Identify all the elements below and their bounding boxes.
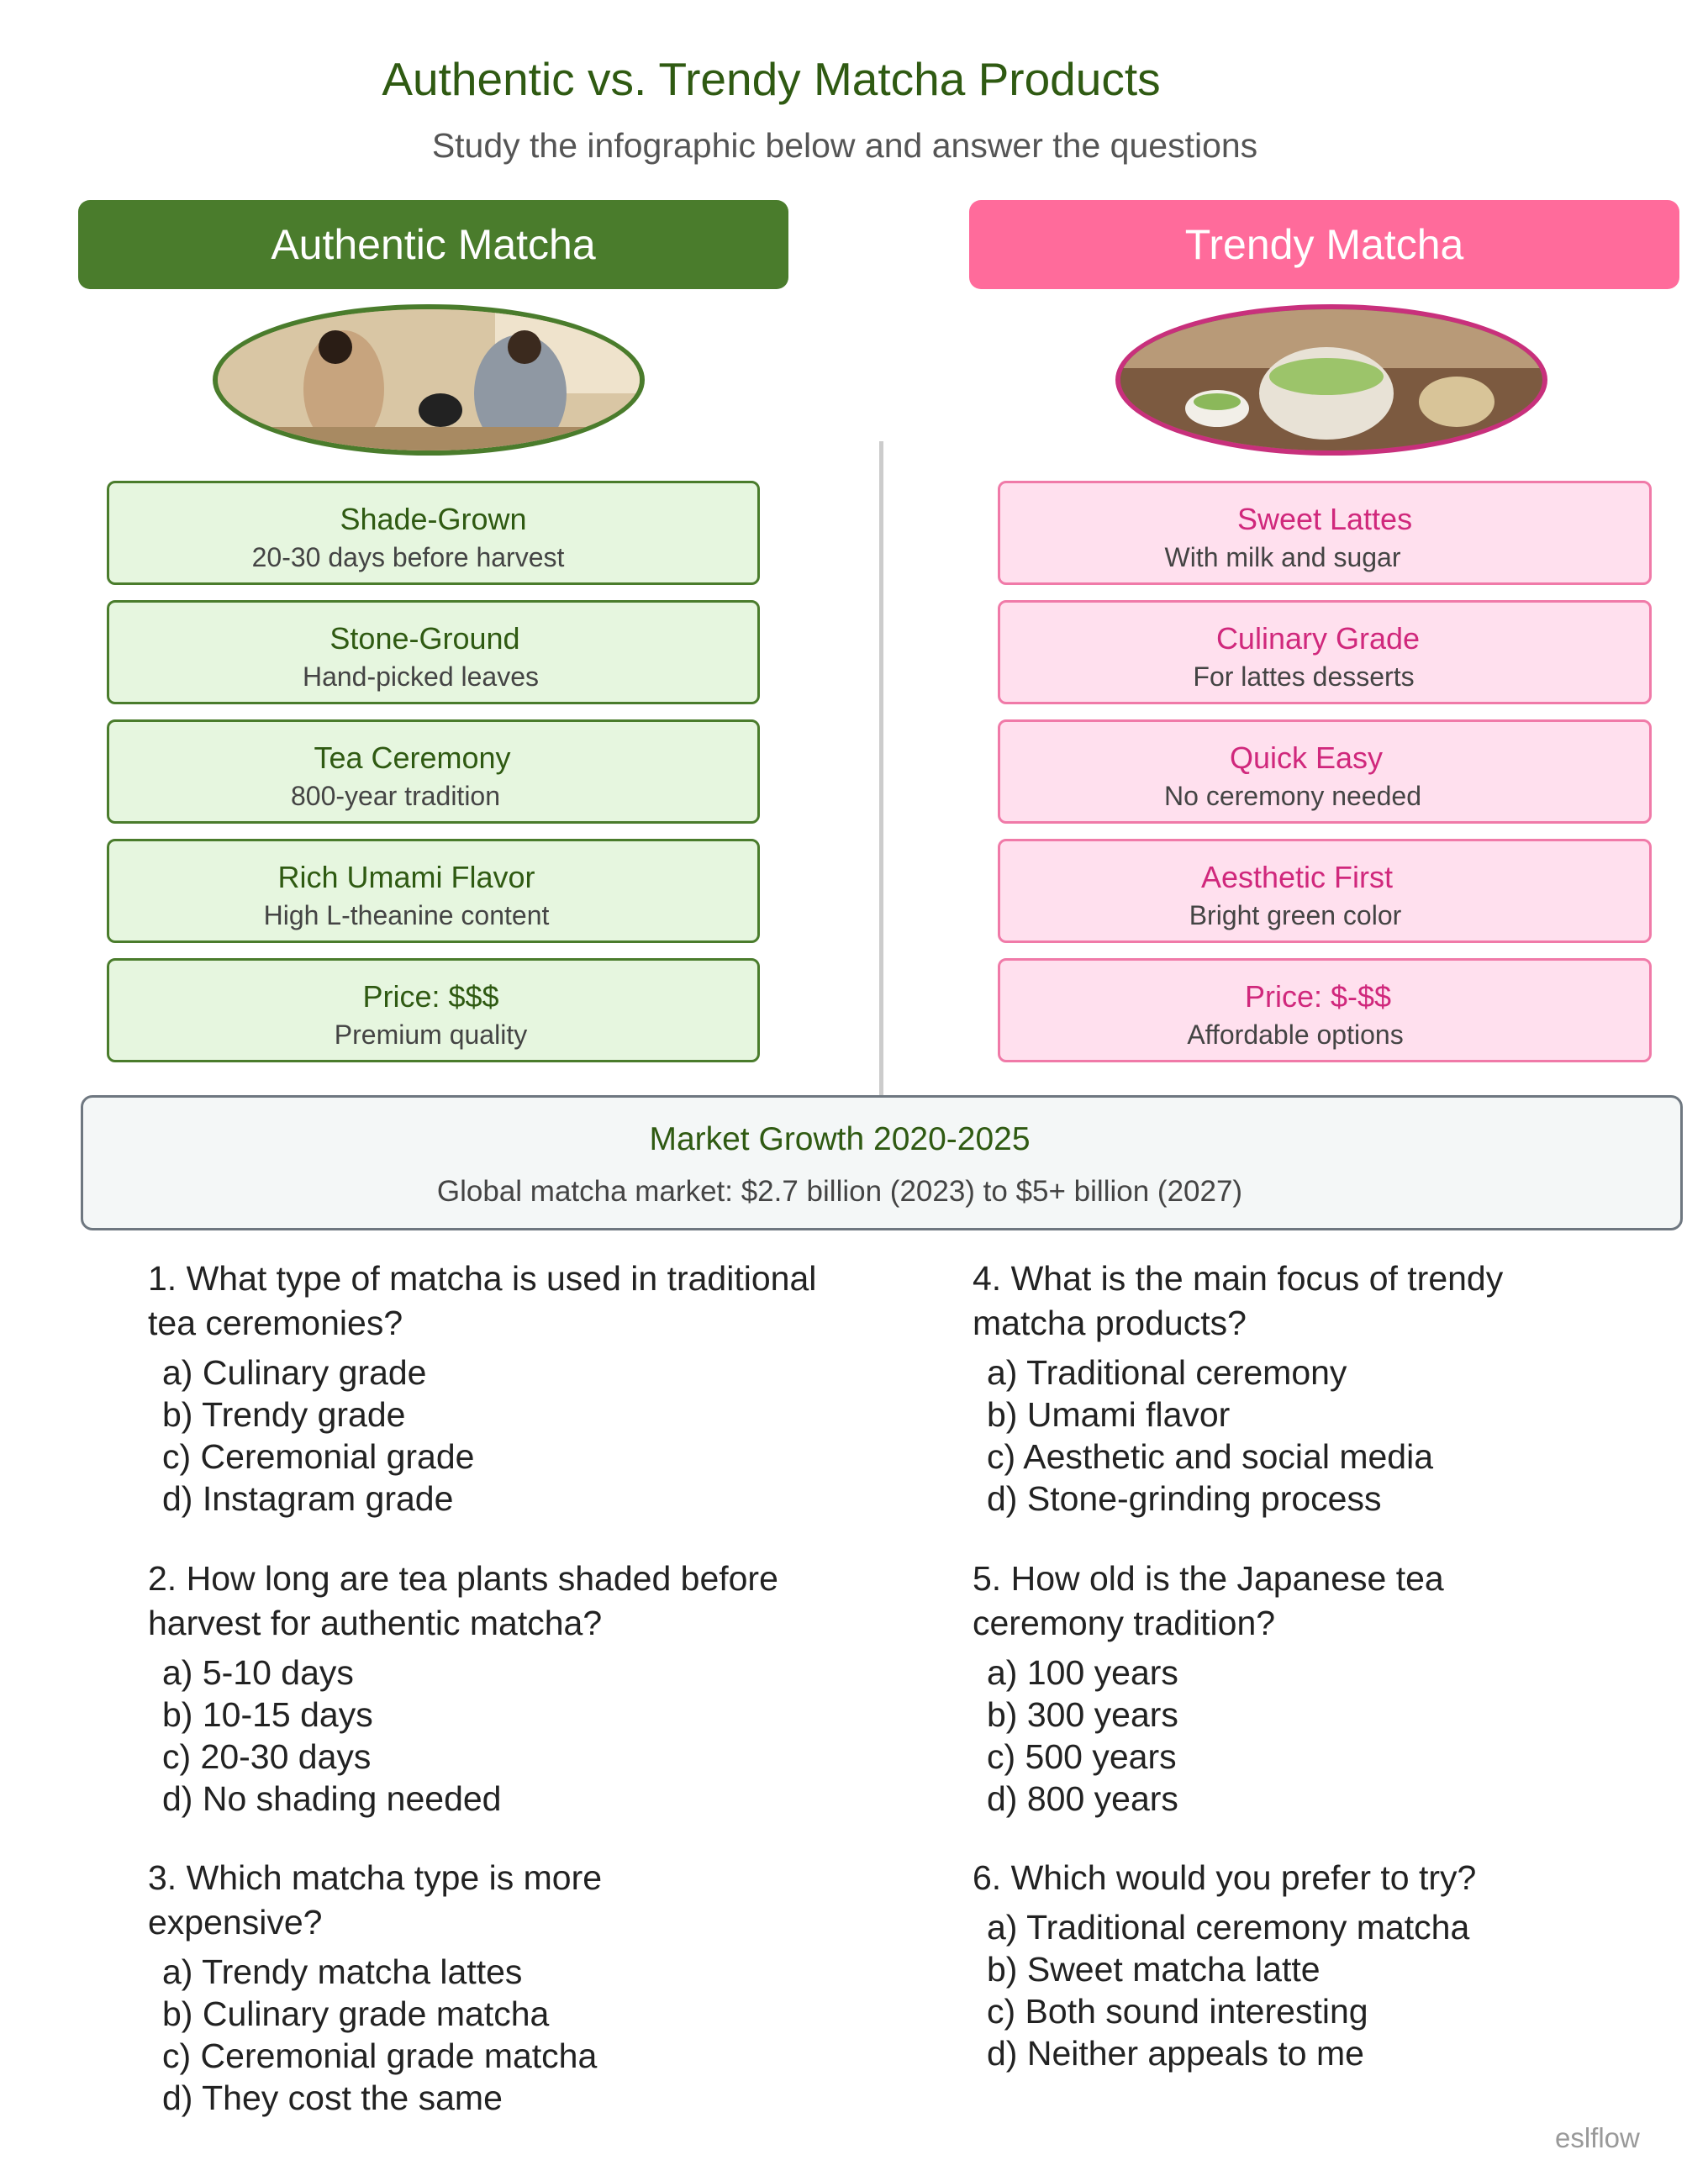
answer-option: c) 20-30 days (162, 1737, 372, 1776)
question-text: 1. What type of matcha is used in traditional tea ceremonies? (148, 1259, 817, 1342)
answer-option: b) Trendy grade (162, 1395, 406, 1434)
authentic-header: Authentic Matcha (78, 200, 788, 289)
market-title: Market Growth 2020-2025 (649, 1121, 1031, 1157)
answer-option: a) Traditional ceremony (987, 1353, 1347, 1392)
feature-title: Price: $-$$ (1244, 979, 1392, 1014)
answer-option: a) Culinary grade (162, 1353, 427, 1392)
feature-title: Stone-Ground (329, 621, 520, 656)
feature-desc: Hand-picked leaves (302, 661, 540, 692)
answer-option: b) Culinary grade matcha (162, 1994, 550, 2033)
answer-option: d) Stone-grinding process (987, 1479, 1382, 1518)
answer-option: a) Trendy matcha lattes (162, 1952, 523, 1991)
trendy-header: Trendy Matcha (969, 200, 1679, 289)
feature-title: Rich Umami Flavor (277, 860, 535, 894)
answer-option: a) 100 years (987, 1653, 1178, 1692)
trendy-feature-card (998, 600, 1652, 704)
matcha-latte-image (1115, 304, 1547, 456)
trendy-feature-card (998, 839, 1652, 943)
authentic-feature-card (107, 481, 760, 585)
feature-title: Price: $$$ (362, 979, 499, 1014)
answer-option: c) Ceremonial grade matcha (162, 2036, 598, 2075)
feature-desc: For lattes desserts (1193, 661, 1415, 692)
feature-desc: Bright green color (1189, 900, 1402, 930)
question-2 (148, 1557, 820, 1820)
answer-option: d) Instagram grade (162, 1479, 454, 1518)
authentic-feature-card (107, 839, 760, 943)
feature-title: Sweet Lattes (1236, 502, 1413, 536)
market-growth-box (81, 1095, 1683, 1230)
market-desc: Global matcha market: $2.7 billion (2023) to $5+ billion (2027) (436, 1175, 1243, 1208)
feature-title: Quick Easy (1229, 740, 1384, 775)
answer-option: b) Umami flavor (987, 1395, 1231, 1434)
authentic-feature-card (107, 600, 760, 704)
feature-desc: No ceremony needed (1164, 781, 1421, 811)
answer-option: d) Neither appeals to me (987, 2034, 1364, 2073)
answer-option: c) Aesthetic and social media (987, 1437, 1433, 1476)
authentic-feature-card (107, 958, 760, 1062)
trendy-feature-card (998, 719, 1652, 824)
trendy-feature-card (998, 481, 1652, 585)
page-title: Authentic vs. Trendy Matcha Products (382, 53, 1161, 105)
feature-desc: Affordable options (1187, 1020, 1404, 1050)
feature-desc: With milk and sugar (1164, 542, 1401, 572)
feature-desc: Premium quality (334, 1020, 528, 1050)
answer-option: a) 5-10 days (162, 1653, 354, 1692)
tea-ceremony-image (213, 304, 645, 456)
trendy-feature-card (998, 958, 1652, 1062)
answer-option: c) 500 years (987, 1737, 1177, 1776)
question-3 (148, 1856, 720, 2119)
question-4 (973, 1257, 1578, 1520)
feature-title: Tea Ceremony (314, 740, 511, 775)
page-subtitle: Study the infographic below and answer the questions (431, 126, 1258, 165)
answer-option: c) Ceremonial grade (162, 1437, 475, 1476)
feature-title: Aesthetic First (1200, 860, 1394, 894)
authentic-feature-card (107, 719, 760, 824)
answer-option: d) 800 years (987, 1779, 1178, 1818)
question-1 (148, 1257, 820, 1520)
feature-desc: 800-year tradition (290, 781, 501, 811)
column-divider (879, 441, 883, 1095)
question-text: 2. How long are tea plants shaded before harvest for authentic matcha? (148, 1559, 778, 1642)
answer-option: c) Both sound interesting (987, 1992, 1368, 2031)
answer-option: b) 10-15 days (162, 1695, 373, 1734)
answer-option: b) Sweet matcha latte (987, 1950, 1321, 1989)
answer-option: a) Traditional ceremony matcha (987, 1908, 1470, 1947)
question-text: 4. What is the main focus of trendy matcha products? (973, 1259, 1504, 1342)
answer-option: b) 300 years (987, 1695, 1178, 1734)
watermark: eslflow (1555, 2122, 1640, 2153)
answer-option: d) They cost the same (162, 2079, 503, 2117)
feature-desc: High L-theanine content (263, 900, 550, 930)
feature-title: Shade-Grown (340, 502, 527, 536)
question-text: 6. Which would you prefer to try? (973, 1858, 1477, 1897)
question-6 (973, 1856, 1645, 2074)
question-text: 3. Which matcha type is more expensive? (148, 1858, 603, 1942)
question-5 (973, 1557, 1578, 1820)
answer-option: d) No shading needed (162, 1779, 502, 1818)
feature-title: Culinary Grade (1215, 621, 1421, 656)
feature-desc: 20-30 days before harvest (251, 542, 565, 572)
question-text: 5. How old is the Japanese tea ceremony tradition? (973, 1559, 1444, 1642)
